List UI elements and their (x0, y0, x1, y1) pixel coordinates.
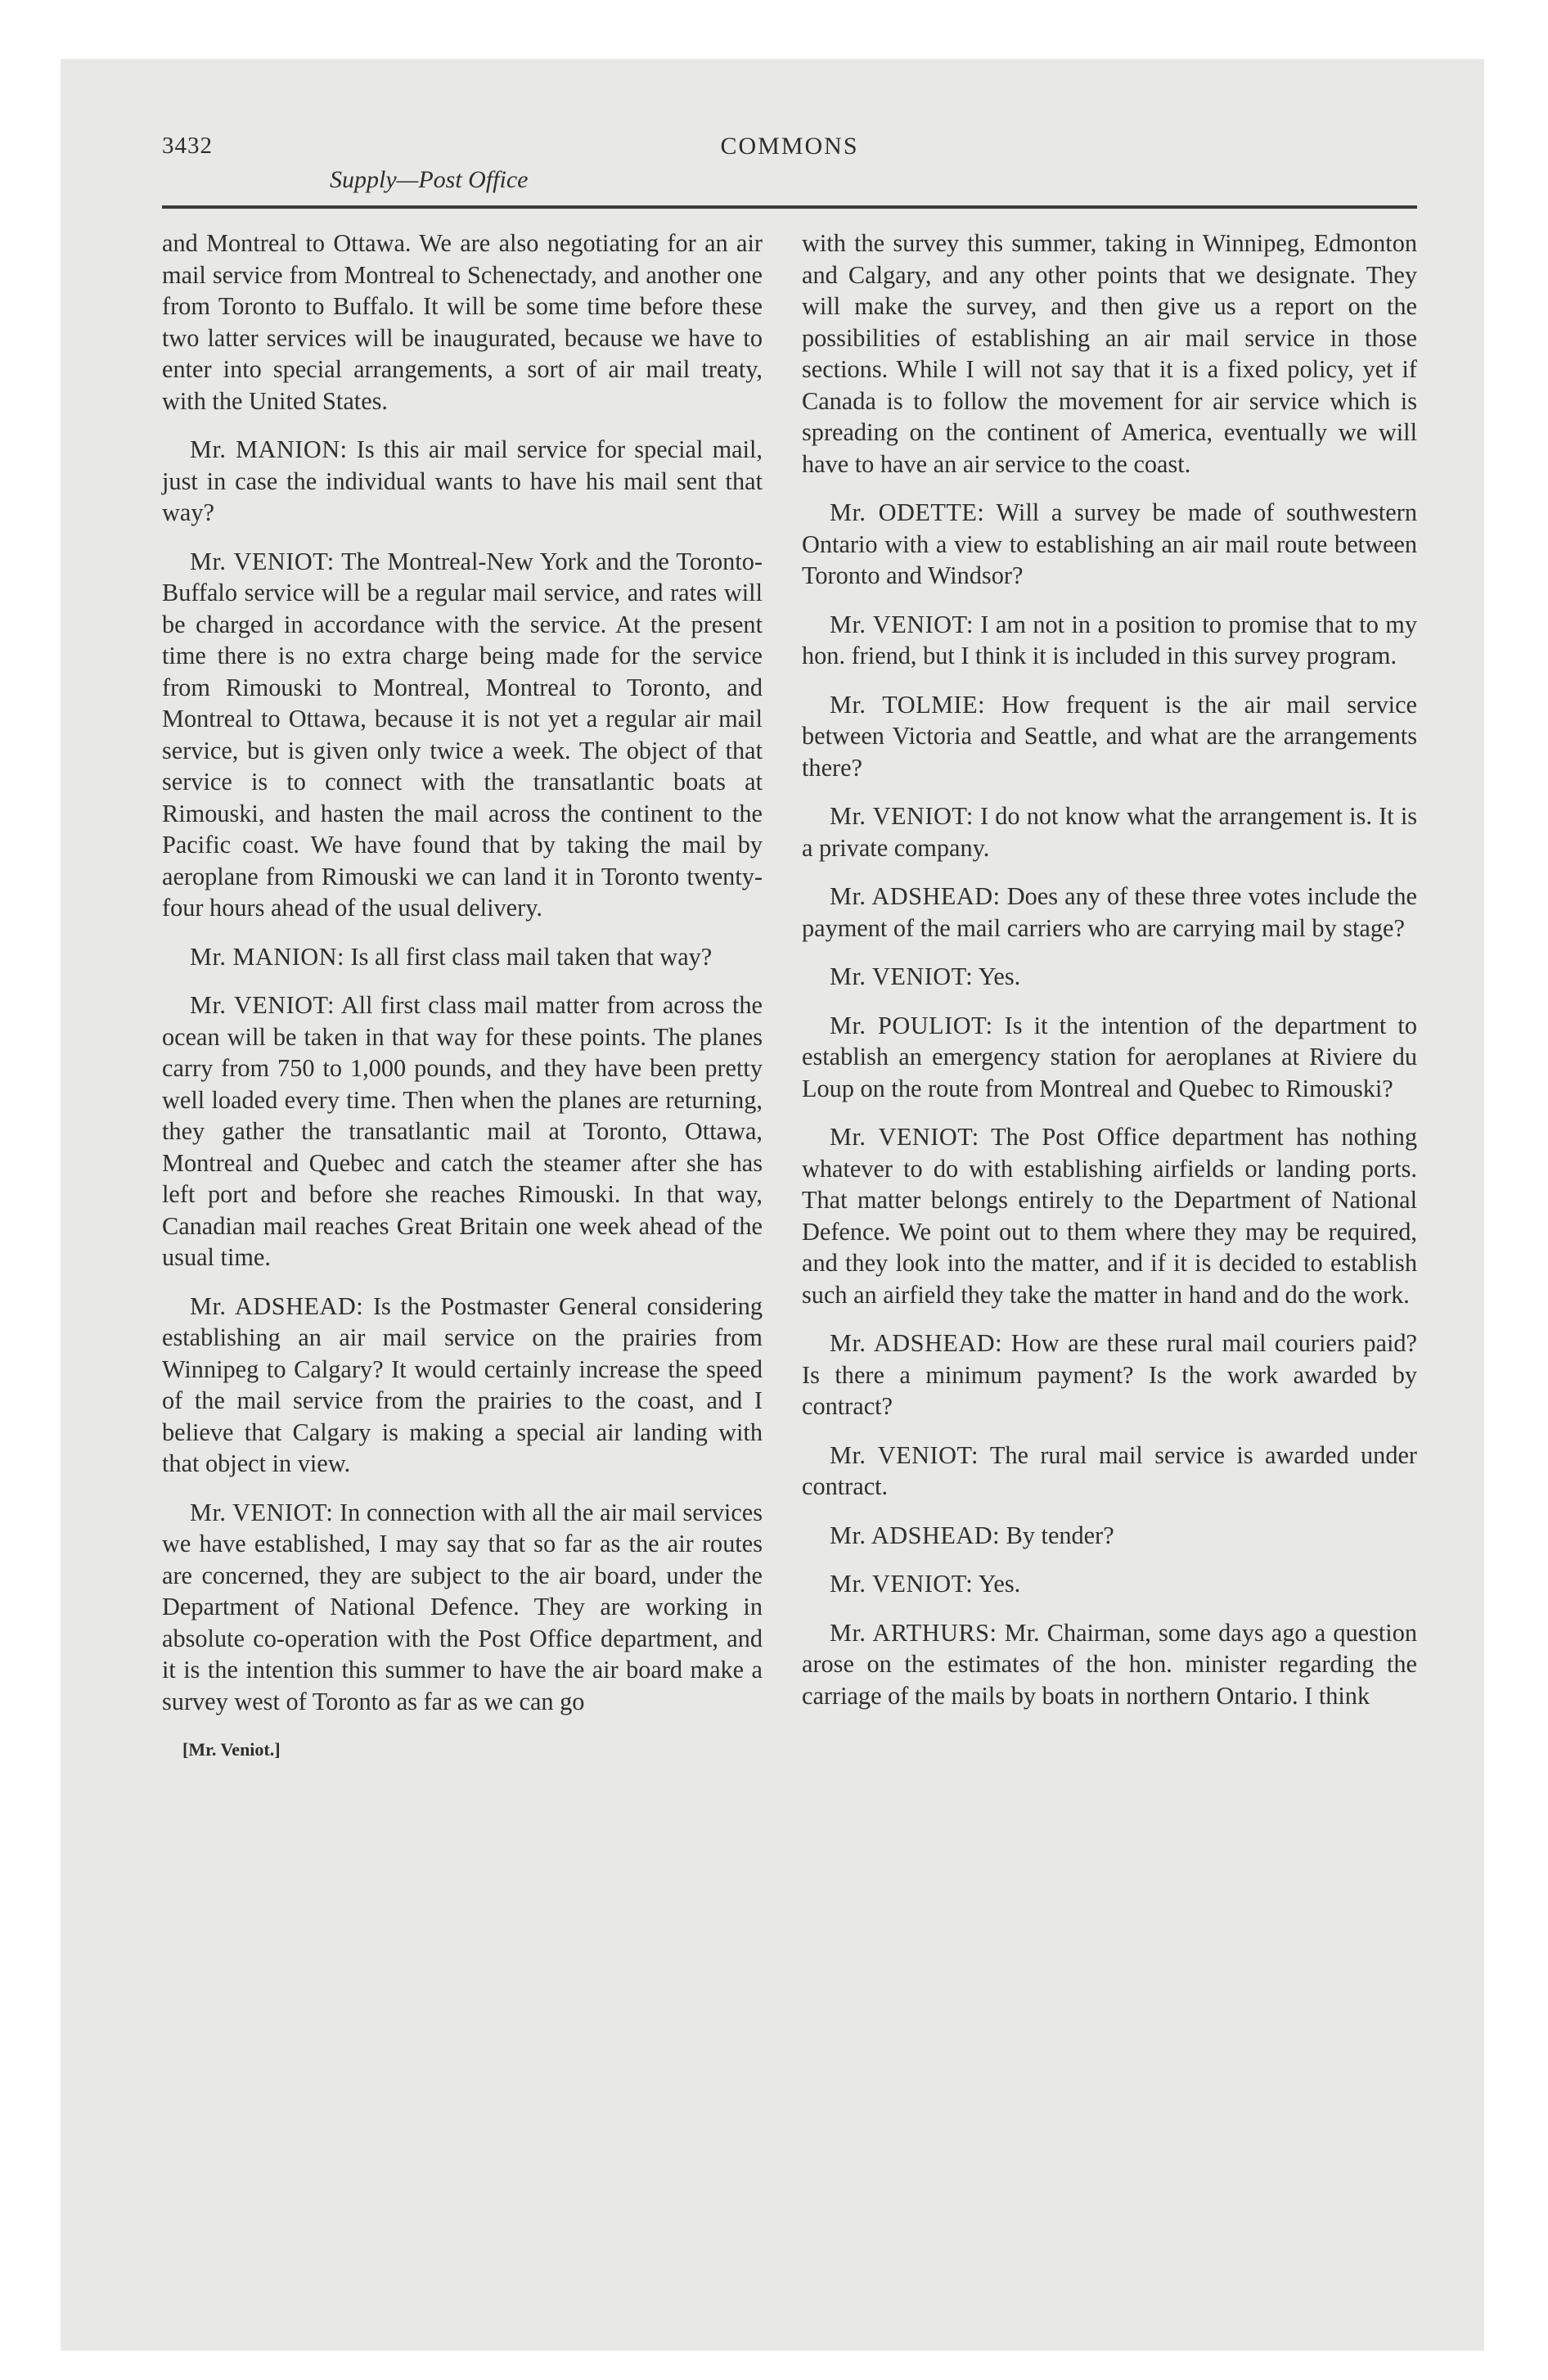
speech-paragraph (162, 1291, 763, 1480)
speech-text: The rural mail service is awarded under contract. (802, 1440, 1418, 1500)
running-title: Supply—Post Office (330, 166, 529, 193)
speech-paragraph (802, 800, 1417, 863)
speech-paragraph (802, 497, 1417, 592)
speech-paragraph (162, 434, 763, 529)
speech-paragraph (802, 1520, 1417, 1552)
speech-paragraph (802, 1568, 1417, 1600)
speech-paragraph (802, 1617, 1417, 1712)
speech-paragraph (802, 1327, 1417, 1422)
speaker: Mr. VENIOT: (190, 991, 335, 1019)
speech-text: I do not know what the arrangement is. It is a private company. (802, 802, 1418, 862)
speaker: Mr. TOLMIE: (830, 690, 986, 719)
page-number: 3432 (162, 133, 213, 159)
speech-paragraph (802, 881, 1417, 944)
speaker: Mr. VENIOT: (830, 610, 974, 638)
continuation-paragraph: with the survey this summer, taking in Winnipeg, Edmonton and Calgary, and any other points that we designate. They will make the survey, and then give us a report on the possibilities of establishing an air mail service in those sections. While I will not say that it is a fixed policy, yet if Canada is to follow the movement for air service which is spreading on the continent of America, eventually we will have to have an air service to the coast. (802, 229, 1417, 478)
speech-text: Is it the intention of the department to establish an emergency station for aeroplanes at Riviere du Loup on the route from Montreal and Quebec to Rimouski? (802, 1011, 1417, 1102)
speech-text: Is all first class mail taken that way? (350, 942, 713, 971)
speech-text: How are these rural mail couriers paid? Is there a minimum payment? Is the work awarded by contract? (802, 1329, 1417, 1420)
speech-text: How frequent is the air mail service between Victoria and Seattle, and what are the arrangements there? (802, 690, 1417, 782)
speaker: Mr. VENIOT: (830, 1570, 974, 1598)
speech-text: Does any of these three votes include the payment of the mail carriers who are carrying mail by stage? (802, 882, 1417, 942)
speaker: Mr. POULIOT: (830, 1011, 993, 1039)
speaker: Mr. MANION: (190, 942, 344, 971)
speaker: Mr. ARTHURS: (830, 1618, 997, 1647)
speech-text: Mr. Chairman, some days ago a question arose on the estimates of the hon. minister regarding the carriage of the mails by boats in northern Ontario. I think (802, 1618, 1418, 1710)
continuation-paragraph: and Montreal to Ottawa. We are also negotiating for an air mail service from Montreal to Schenectady, and another one from Toronto to Buffalo. It will be some time before these two latter services will be inaugurated, because we have to enter into special arrangements, a sort of air mail treaty, with the United States. (162, 229, 763, 415)
right-column (802, 228, 1417, 1729)
speech-text: Yes. (978, 1570, 1021, 1598)
speech-text: Is the Postmaster General considering establishing an air mail service on the prairies from Winnipeg to Calgary? It would certainly increase the speed of the mail service from the prairies to the coast, and I believe that Calgary is making a special air landing with that object in view. (162, 1291, 763, 1477)
speech-text: By tender? (1006, 1521, 1114, 1549)
speaker: Mr. VENIOT: (830, 1123, 979, 1151)
speaker: Mr. VENIOT: (830, 1440, 979, 1469)
speaker-attribution: [Mr. Veniot.] (182, 1739, 281, 1760)
speaker: Mr. ADSHEAD: (830, 1521, 1001, 1549)
speaker: Mr. VENIOT: (190, 1498, 334, 1526)
speaker: Mr. ODETTE: (830, 498, 985, 526)
page-header (162, 123, 1417, 213)
speech-paragraph (802, 1010, 1417, 1105)
speech-text: Will a survey be made of southwestern Ontario with a view to establishing an air mail route between Toronto and Windsor? (802, 498, 1417, 589)
speaker: Mr. MANION: (190, 435, 348, 463)
speaker: Mr. VENIOT: (830, 802, 974, 830)
header-rule (162, 205, 1417, 209)
speaker: Mr. VENIOT: (830, 962, 974, 990)
speaker: Mr. ADSHEAD: (830, 882, 1001, 910)
speech-text: The Montreal-New York and the Toronto-Buffalo service will be a regular mail service, and rates will be charged in accordance with the service. At the present time there is no extra charge being made for the service from Rimouski to Montreal, Montreal to Toronto, and Montreal to Ottawa, because it is not yet a regular air mail service, but is given only twice a week. The object of that service is to connect with the transatlantic boats at Rimouski, and hasten the mail across the continent to the Pacific coast. We have found that by taking the mail by aeroplane from Rimouski we can land it in Toronto twenty-four hours ahead of the usual delivery. (162, 547, 763, 922)
speech-paragraph (162, 989, 763, 1273)
left-column (162, 228, 763, 1766)
speech-text: Is this air mail service for special mail, just in case the individual wants to have his mail sent that way? (162, 435, 763, 526)
speech-text: Yes. (978, 962, 1021, 990)
speaker: Mr. VENIOT: (190, 547, 335, 575)
speech-text: The Post Office department has nothing whatever to do with establishing airfields or landing ports. That matter belongs entirely to the Department of National Defence. We point out to them where they may be required, and they look into the matter, and if it is decided to establish such an airfield they take the matter in hand and do the work. (802, 1123, 1417, 1309)
speech-text: All first class mail matter from across the ocean will be taken in that way for these points. The planes carry from 750 to 1,000 pounds, and they have been pretty well loaded every time. Then when the planes are returning, they gather the transatlantic mail at Toronto, Ottawa, Montreal and Quebec and catch the steamer after she has left port and before she reaches Rimouski. In that way, Canadian mail reaches Great Britain one week ahead of the usual time. (162, 991, 763, 1271)
section-title: COMMONS (720, 133, 859, 160)
speech-text: I am not in a position to promise that to my hon. friend, but I think it is included in this survey program. (802, 610, 1418, 669)
speech-paragraph (802, 961, 1417, 993)
speech-paragraph (802, 1121, 1417, 1310)
speech-paragraph (162, 546, 763, 924)
speech-paragraph (162, 941, 763, 973)
speaker: Mr. ADSHEAD: (830, 1329, 1003, 1357)
speech-text: In connection with all the air mail services we have established, I may say that so far as the air routes are concerned, they are subject to the air board, under the Department of National Defence. They are working in absolute co-operation with the Post Office department, and it is the intention this summer to have the air board make a survey west of Toronto as far as we can go (162, 1498, 763, 1715)
speech-paragraph (802, 1440, 1417, 1503)
speech-paragraph (802, 689, 1417, 784)
speech-paragraph (802, 609, 1417, 672)
speaker: Mr. ADSHEAD: (190, 1291, 364, 1320)
speech-paragraph (162, 1497, 763, 1718)
